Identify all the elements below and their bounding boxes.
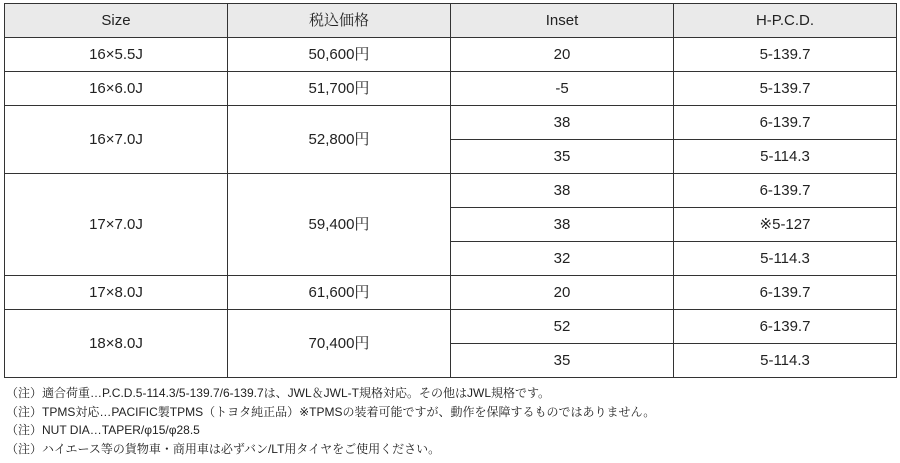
- size-cell: 16×6.0J: [5, 72, 228, 106]
- size-cell: 17×7.0J: [5, 174, 228, 276]
- footnotes: [6, 384, 896, 458]
- size-cell: 16×7.0J: [5, 106, 228, 174]
- table-row: [5, 310, 897, 344]
- price-cell: 70,400円: [228, 310, 451, 378]
- table-row: [5, 106, 897, 140]
- table-row: [5, 276, 897, 310]
- inset-cell: 38: [451, 174, 674, 208]
- pcd-cell: 5-139.7: [674, 72, 897, 106]
- table-row: [5, 38, 897, 72]
- size-cell: 18×8.0J: [5, 310, 228, 378]
- pcd-cell: 5-114.3: [674, 344, 897, 378]
- pcd-cell: 6-139.7: [674, 276, 897, 310]
- inset-cell: 52: [451, 310, 674, 344]
- inset-cell: 35: [451, 140, 674, 174]
- pcd-cell: ※5-127: [674, 208, 897, 242]
- size-cell: 17×8.0J: [5, 276, 228, 310]
- price-cell: 50,600円: [228, 38, 451, 72]
- note-load-rating: （注）適合荷重…P.C.D.5-114.3/5-139.7/6-139.7は、JWL＆JWL-T規格対応。その他はJWL規格です。: [6, 386, 551, 400]
- pcd-cell: 6-139.7: [674, 310, 897, 344]
- pcd-cell: 5-139.7: [674, 38, 897, 72]
- price-cell: 52,800円: [228, 106, 451, 174]
- price-cell: 59,400円: [228, 174, 451, 276]
- inset-cell: 35: [451, 344, 674, 378]
- header-price: 税込価格: [228, 4, 451, 38]
- inset-cell: 20: [451, 38, 674, 72]
- note-tpms: （注）TPMS対応…PACIFIC製TPMS（トヨタ純正品）※TPMSの装着可能ですが、動作を保障するものではありません。: [6, 404, 656, 419]
- header-inset: Inset: [451, 4, 674, 38]
- pcd-cell: 6-139.7: [674, 174, 897, 208]
- note-nut-dia: （注）NUT DIA…TAPER/φ15/φ28.5: [6, 423, 200, 437]
- pcd-cell: 5-114.3: [674, 140, 897, 174]
- table-row: [5, 174, 897, 208]
- table-header-row: [5, 4, 897, 38]
- inset-cell: 38: [451, 106, 674, 140]
- note-commercial-tires: （注）ハイエース等の貨物車・商用車は必ずバン/LT用タイヤをご使用ください。: [6, 441, 441, 456]
- price-cell: 61,600円: [228, 276, 451, 310]
- header-size: Size: [5, 4, 228, 38]
- inset-cell: 38: [451, 208, 674, 242]
- inset-cell: -5: [451, 72, 674, 106]
- inset-cell: 20: [451, 276, 674, 310]
- wheel-spec-table: [4, 3, 897, 378]
- price-cell: 51,700円: [228, 72, 451, 106]
- inset-cell: 32: [451, 242, 674, 276]
- header-pcd: H-P.C.D.: [674, 4, 897, 38]
- table-row: [5, 72, 897, 106]
- pcd-cell: 6-139.7: [674, 106, 897, 140]
- size-cell: 16×5.5J: [5, 38, 228, 72]
- pcd-cell: 5-114.3: [674, 242, 897, 276]
